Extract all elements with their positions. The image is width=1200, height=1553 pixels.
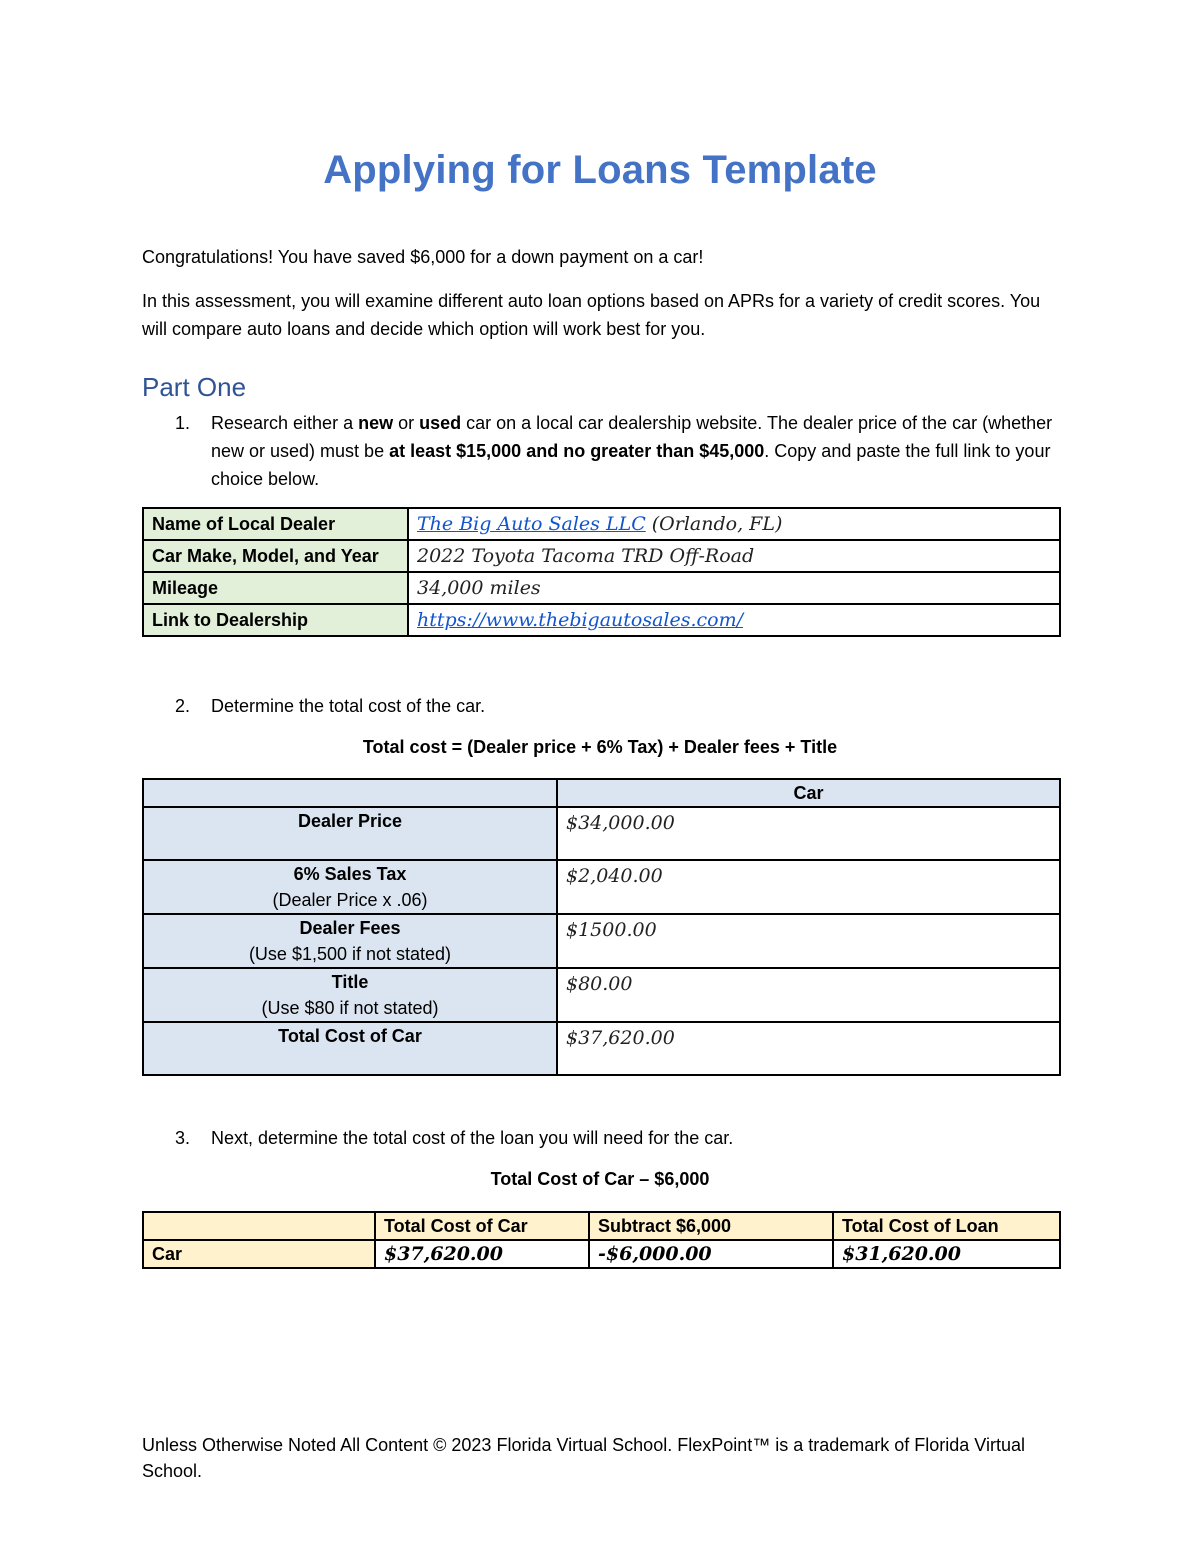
subtract-value[interactable]: -$6,000.00 xyxy=(589,1240,833,1268)
document-title: Applying for Loans Template xyxy=(323,148,877,192)
title-fee-value[interactable]: $80.00 xyxy=(557,968,1060,1022)
car-model-label: Car Make, Model, and Year xyxy=(143,540,408,572)
title-fee-label-text: Title xyxy=(331,972,369,992)
car-cost-table xyxy=(142,778,1061,1076)
table-row xyxy=(143,572,1060,604)
copyright-footer: Unless Otherwise Noted All Content © 2023 Florida Virtual School. FlexPoint™ is a trademark of Florida Virtual School. xyxy=(142,1435,1026,1481)
sales-tax-label-text: 6% Sales Tax xyxy=(293,864,407,884)
table-row xyxy=(143,508,1060,540)
total-cost-loan-header: Total Cost of Loan xyxy=(833,1212,1060,1240)
table-row xyxy=(143,1022,1060,1075)
dealer-name-link[interactable]: The Big Auto Sales LLC xyxy=(417,513,646,535)
step-1-text-part: or xyxy=(393,413,420,433)
dealer-price-value[interactable]: $34,000.00 xyxy=(557,807,1060,860)
step-2-number: 2. xyxy=(175,696,191,716)
table-row xyxy=(143,540,1060,572)
step-1-new: new xyxy=(358,413,394,433)
title-fee-note: (Use $80 if not stated) xyxy=(261,998,439,1018)
table-row xyxy=(143,779,1060,807)
table-row xyxy=(143,807,1060,860)
step-1-text-part: . Copy and paste the full link to your choice below. xyxy=(211,441,1051,489)
table-row xyxy=(143,604,1060,636)
loan-cost-table xyxy=(142,1211,1061,1269)
total-cost-formula-text: Total cost = (Dealer price + 6% Tax) + Dealer fees + Title xyxy=(362,737,838,757)
dealer-fees-label xyxy=(143,914,557,968)
title-fee-label xyxy=(143,968,557,1022)
total-cost-car-value[interactable]: $37,620.00 xyxy=(375,1240,589,1268)
car-model-value[interactable]: 2022 Toyota Tacoma TRD Off-Road xyxy=(408,540,1060,572)
total-cost-formula xyxy=(0,737,1200,758)
table-row xyxy=(143,968,1060,1022)
dealer-fees-label-text: Dealer Fees xyxy=(299,918,401,938)
loan-cost-formula: Total Cost of Car – $6,000 xyxy=(490,1169,710,1189)
total-cost-value[interactable]: $37,620.00 xyxy=(557,1022,1060,1075)
total-cost-loan-value[interactable]: $31,620.00 xyxy=(833,1240,1060,1268)
step-1-text-part: car on a local car dealership website. The dealer price of the car (whether new or used) must be xyxy=(211,413,1053,461)
step-2-text: Determine the total cost of the car. xyxy=(211,696,486,716)
dealer-price-label xyxy=(143,807,557,860)
dealership-link-cell xyxy=(408,604,1060,636)
total-cost-car-header: Total Cost of Car xyxy=(375,1212,589,1240)
table-row xyxy=(143,1240,1060,1268)
table-row xyxy=(143,860,1060,914)
empty-header-cell xyxy=(143,1212,375,1240)
table-row xyxy=(143,1212,1060,1240)
step-3-text: Next, determine the total cost of the loan you will need for the car. xyxy=(211,1128,734,1148)
part-one-heading: Part One xyxy=(142,372,247,402)
total-cost-label xyxy=(143,1022,557,1075)
total-cost-label-text: Total Cost of Car xyxy=(278,1026,422,1046)
step-1-text-part: Research either a xyxy=(211,413,359,433)
dealer-fees-note: (Use $1,500 if not stated) xyxy=(248,944,452,964)
step-1-price-range: at least $15,000 and no greater than $45,000 xyxy=(389,441,765,461)
sales-tax-note: (Dealer Price x .06) xyxy=(272,890,428,910)
step-1-used: used xyxy=(419,413,462,433)
step-1-number: 1. xyxy=(175,413,191,433)
dealer-price-label-text: Dealer Price xyxy=(297,811,403,831)
car-row-label: Car xyxy=(143,1240,375,1268)
sales-tax-label xyxy=(143,860,557,914)
mileage-label: Mileage xyxy=(143,572,408,604)
intro-paragraph: Congratulations! You have saved $6,000 for a down payment on a car! xyxy=(142,247,704,267)
table-row xyxy=(143,914,1060,968)
car-column-header: Car xyxy=(557,779,1060,807)
subtract-header: Subtract $6,000 xyxy=(589,1212,833,1240)
dealership-link[interactable]: https://www.thebigautosales.com/ xyxy=(417,609,744,631)
dealer-info-table xyxy=(142,507,1061,637)
step-3-number: 3. xyxy=(175,1128,191,1148)
dealer-name-cell xyxy=(408,508,1060,540)
empty-header-cell xyxy=(143,779,557,807)
mileage-value[interactable]: 34,000 miles xyxy=(408,572,1060,604)
dealership-link-label: Link to Dealership xyxy=(143,604,408,636)
assessment-description: In this assessment, you will examine different auto loan options based on APRs for a variety of credit scores. You will compare auto loans and decide which option will work best for you. xyxy=(142,291,1041,339)
dealer-name-label: Name of Local Dealer xyxy=(143,508,408,540)
dealer-location: (Orlando, FL) xyxy=(645,513,783,535)
step-1-text xyxy=(211,409,1061,493)
dealer-fees-value[interactable]: $1500.00 xyxy=(557,914,1060,968)
sales-tax-value[interactable]: $2,040.00 xyxy=(557,860,1060,914)
